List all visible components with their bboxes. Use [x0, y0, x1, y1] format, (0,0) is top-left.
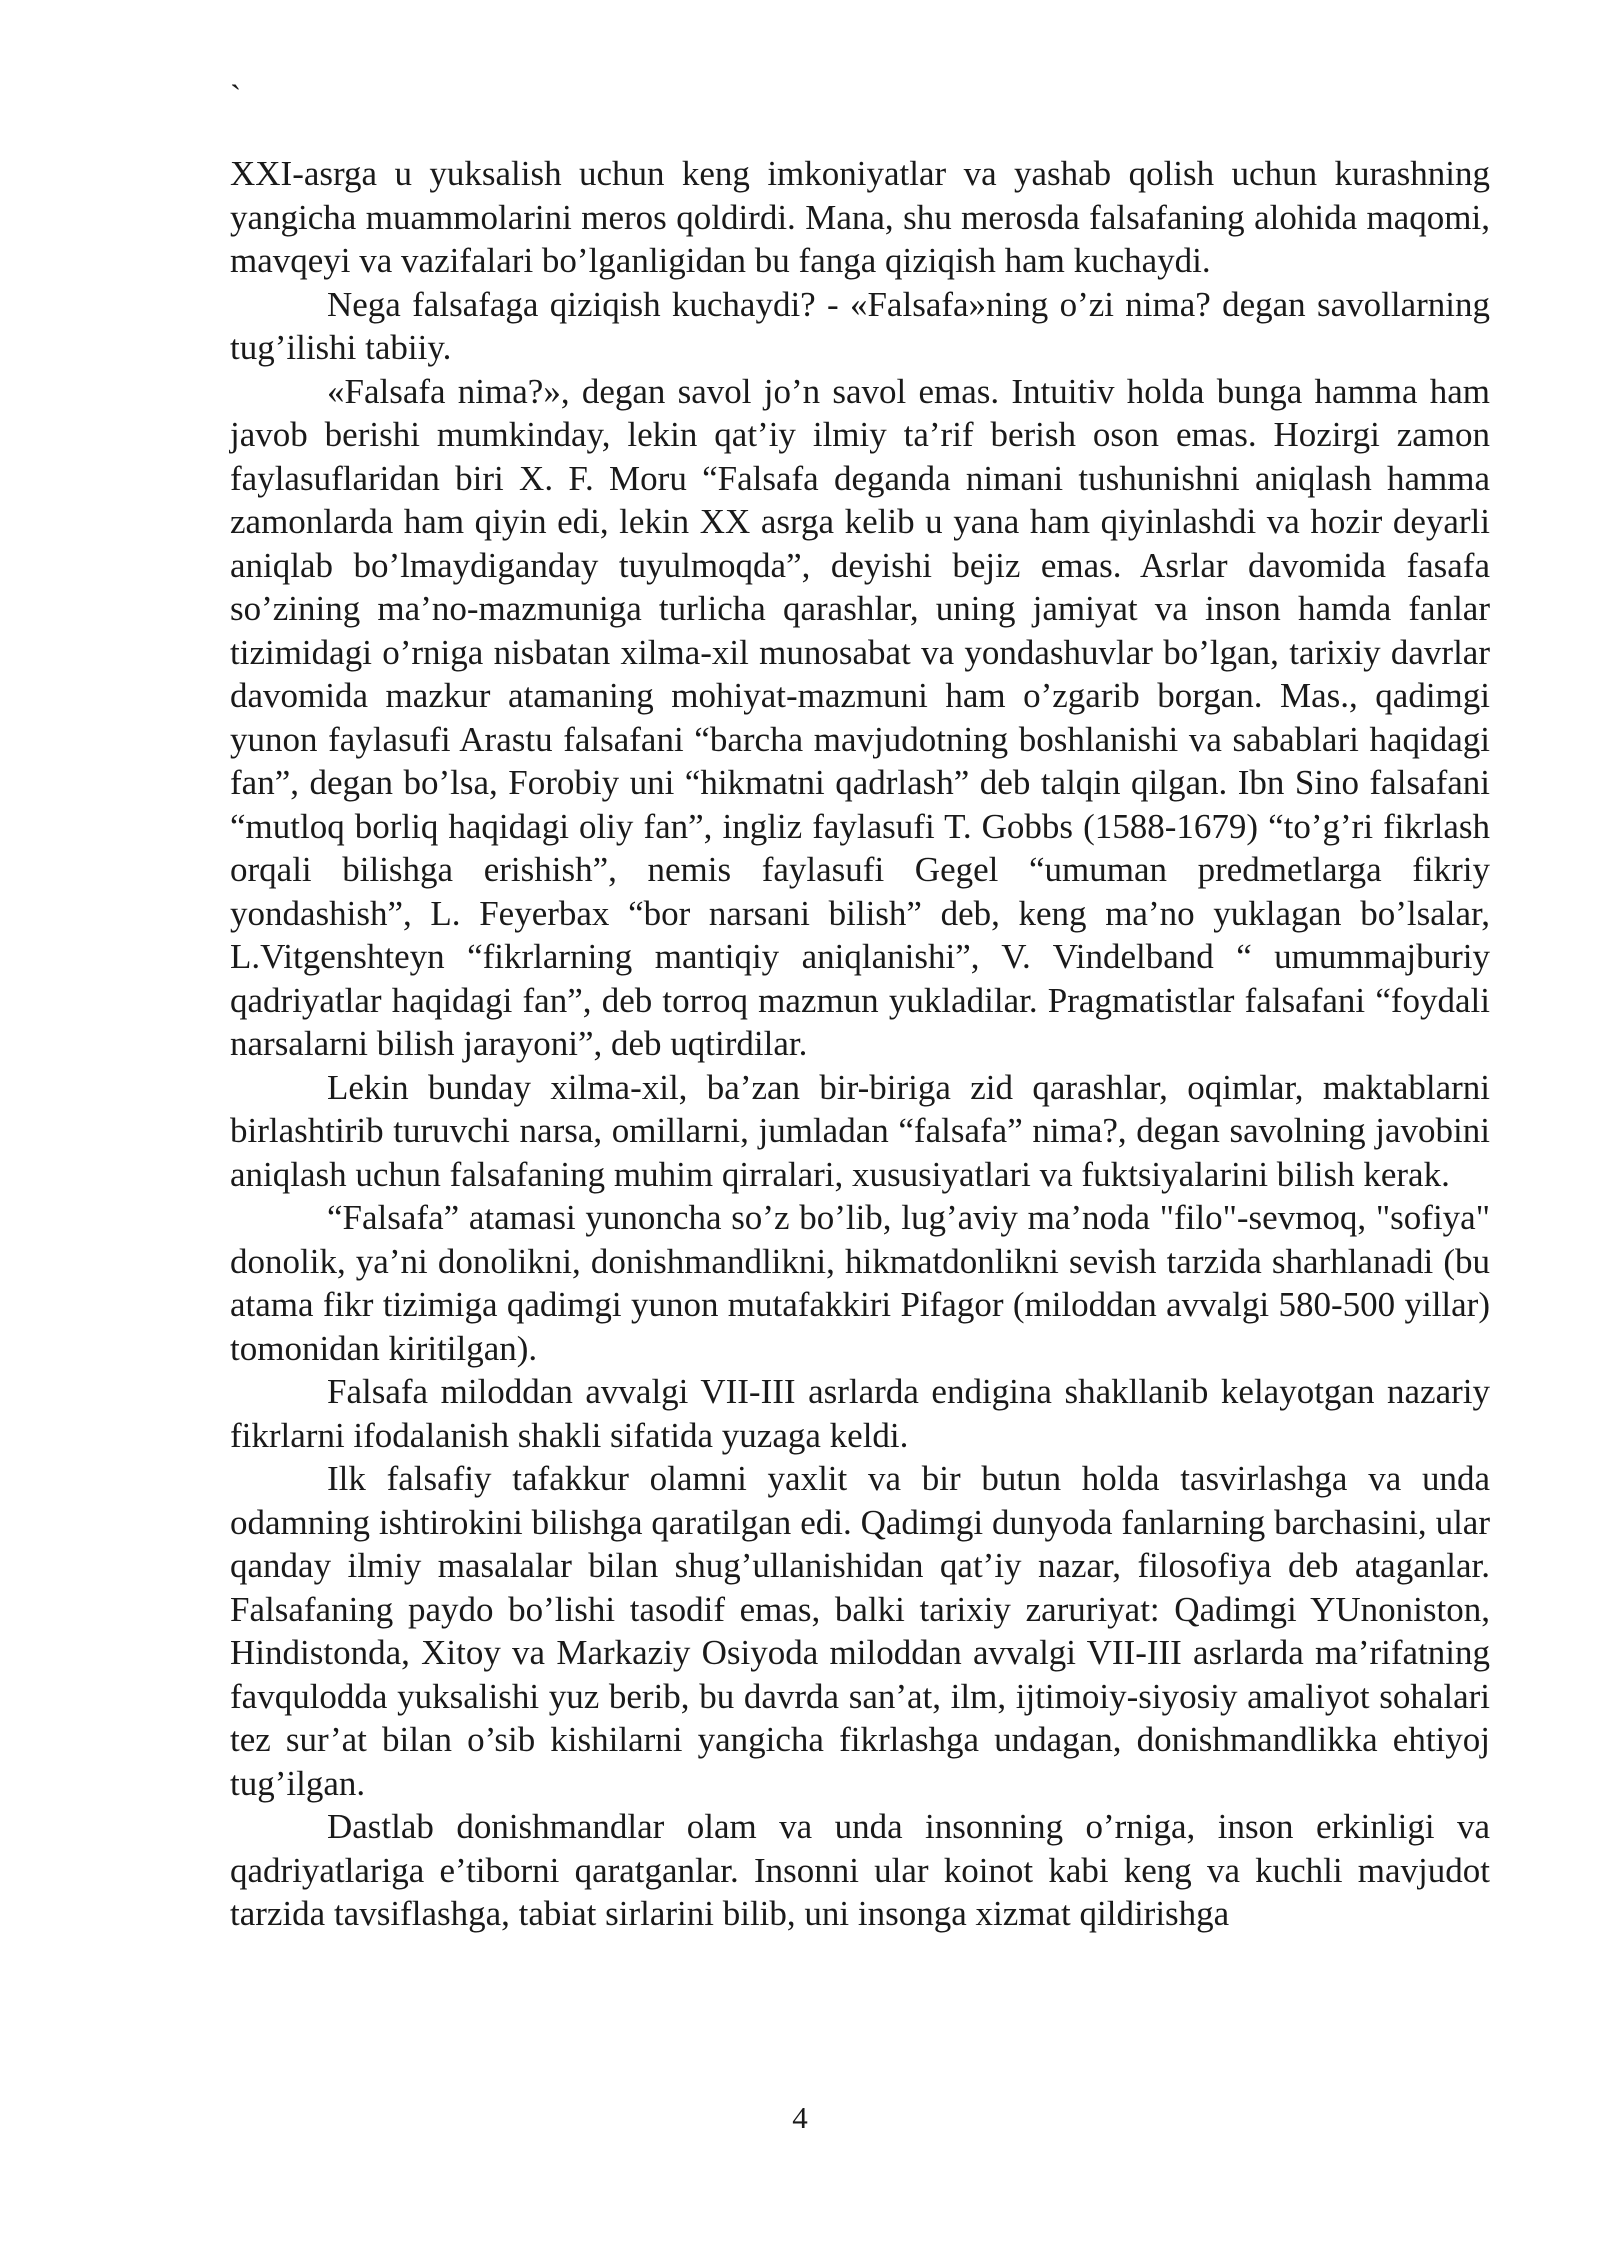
paragraph-8: Dastlab donishmandlar olam va unda insonning o’rniga, inson erkinligi va qadriyatlariga e’tiborni qaratganlar. Insonni ular koinot kabi keng va kuchli mavjudot tarzida tavsiflashga, tabiat sirlarini bilib, uni insonga xizmat qildirishga	[230, 1807, 1490, 1933]
paragraph-6: Falsafa miloddan avvalgi VII-III asrlarda endigina shakllanib kelayotgan nazariy fikrlarni ifodalanish shakli sifatida yuzaga keldi.	[230, 1372, 1490, 1455]
paragraph-4: Lekin bunday xilma-xil, ba’zan bir-biriga zid qarashlar, oqimlar, maktablarni birlashtirib turuvchi narsa, omillarni, jumladan “falsafa” nima?, degan savolning javobini aniqlash uchun falsafaning muhim qirralari, xususiyatlari va fuktsiyalarini bilish kerak.	[230, 1067, 1490, 1194]
page-number: 4	[792, 2100, 808, 2135]
paragraph-3: «Falsafa nima?», degan savol jo’n savol emas. Intuitiv holda bunga hamma ham javob berishi mumkinday, lekin qat’iy ilmiy ta’rif berish oson emas. Hozirgi zamon faylasuflaridan biri X. F. Moru “Falsafa deganda nimani tushunishni aniqlash hamma zamonlarda ham qiyin edi, lekin XX asrga kelib u yana ham qiyinlashdi va hozir deyarli aniqlab bo’lmaydiganday tuyulmoqda”, deyishi bejiz emas. Asrlar davomida fasafa so’zining ma’no-mazmuniga turlicha qarashlar, uning jamiyat va inson hamda fanlar tizimidagi o’rniga nisbatan xilma-xil munosabat va yondashuvlar bo’lgan, tarixiy davrlar davomida mazkur atamaning mohiyat-mazmuni ham o’zgarib borgan. Mas., qadimgi yunon faylasufi Arastu falsafani “barcha mavjudotning boshlanishi va sabablari haqidagi fan”, degan bo’lsa, Forobiy uni “hikmatni qadrlash” deb talqin qilgan. Ibn Sino falsafani “mutloq borliq haqidagi oliy fan”, ingliz faylasufi T. Gobbs (1588-1679) “to’g’ri fikrlash orqali bilishga erishish”, nemis faylasufi Gegel “umuman predmetlarga fikriy yondashish”, L. Feyerbax “bor narsani bilish” deb, keng ma’no yuklagan bo’lsalar, L.Vitgenshteyn “fikrlarning mantiqiy aniqlanishi”, V. Vindelband “ umummajburiy qadriyatlar haqidagi fan”, deb torroq mazmun yukladilar. Pragmatistlar falsafani “foydali narsalarni bilish jarayoni”, deb uqtirdilar.	[230, 371, 1490, 1063]
paragraph-5: “Falsafa” atamasi yunoncha so’z bo’lib, lug’aviy ma’noda "filo"-sevmoq, "sofiya" donolik, ya’ni donolikni, donishmandlikni, hikmatdonlikni sevish tarzida sharhlanadi (bu atama fikr tizimiga qadimgi yunon mutafakkiri Pifagor (miloddan avvalgi 580-500 yillar) tomonidan kiritilgan).	[230, 1198, 1490, 1368]
paragraph-1: XXI-asrga u yuksalish uchun keng imkoniyatlar va yashab qolish uchun kurashning yangicha muammolarini meros qoldirdi. Mana, shu merosda falsafaning alohida maqomi, mavqeyi va vazifalari bo’lganligidan bu fanga qiziqish ham kuchaydi.	[230, 154, 1490, 280]
stray-mark: `	[230, 79, 242, 116]
paragraph-7: Ilk falsafiy tafakkur olamni yaxlit va bir butun holda tasvirlashga va unda odamning ishtirokini bilishga qaratilgan edi. Qadimgi dunyoda fanlarning barchasini, ular qanday ilmiy masalalar bilan shug’ullanishidan qat’iy nazar, filosofiya deb ataganlar. Falsafaning paydo bo’lishi tasodif emas, balki tarixiy zaruriyat: Qadimgi YUnoniston, Hindistonda, Xitoy va Markaziy Osiyoda miloddan avvalgi VII-III asrlarda ma’rifatning favqulodda yuksalishi yuz berib, bu davrda san’at, ilm, ijtimoiy-siyosiy amaliyot sohalari tez sur’at bilan o’sib kishilarni yangicha fikrlashga undagan, donishmandlikka ehtiyoj tug’ilgan.	[230, 1459, 1490, 1803]
paragraph-2: Nega falsafaga qiziqish kuchaydi? - «Falsafa»ning o’zi nima? degan savollarning tug’ilishi tabiiy.	[230, 284, 1490, 367]
body-text	[230, 152, 1490, 1936]
